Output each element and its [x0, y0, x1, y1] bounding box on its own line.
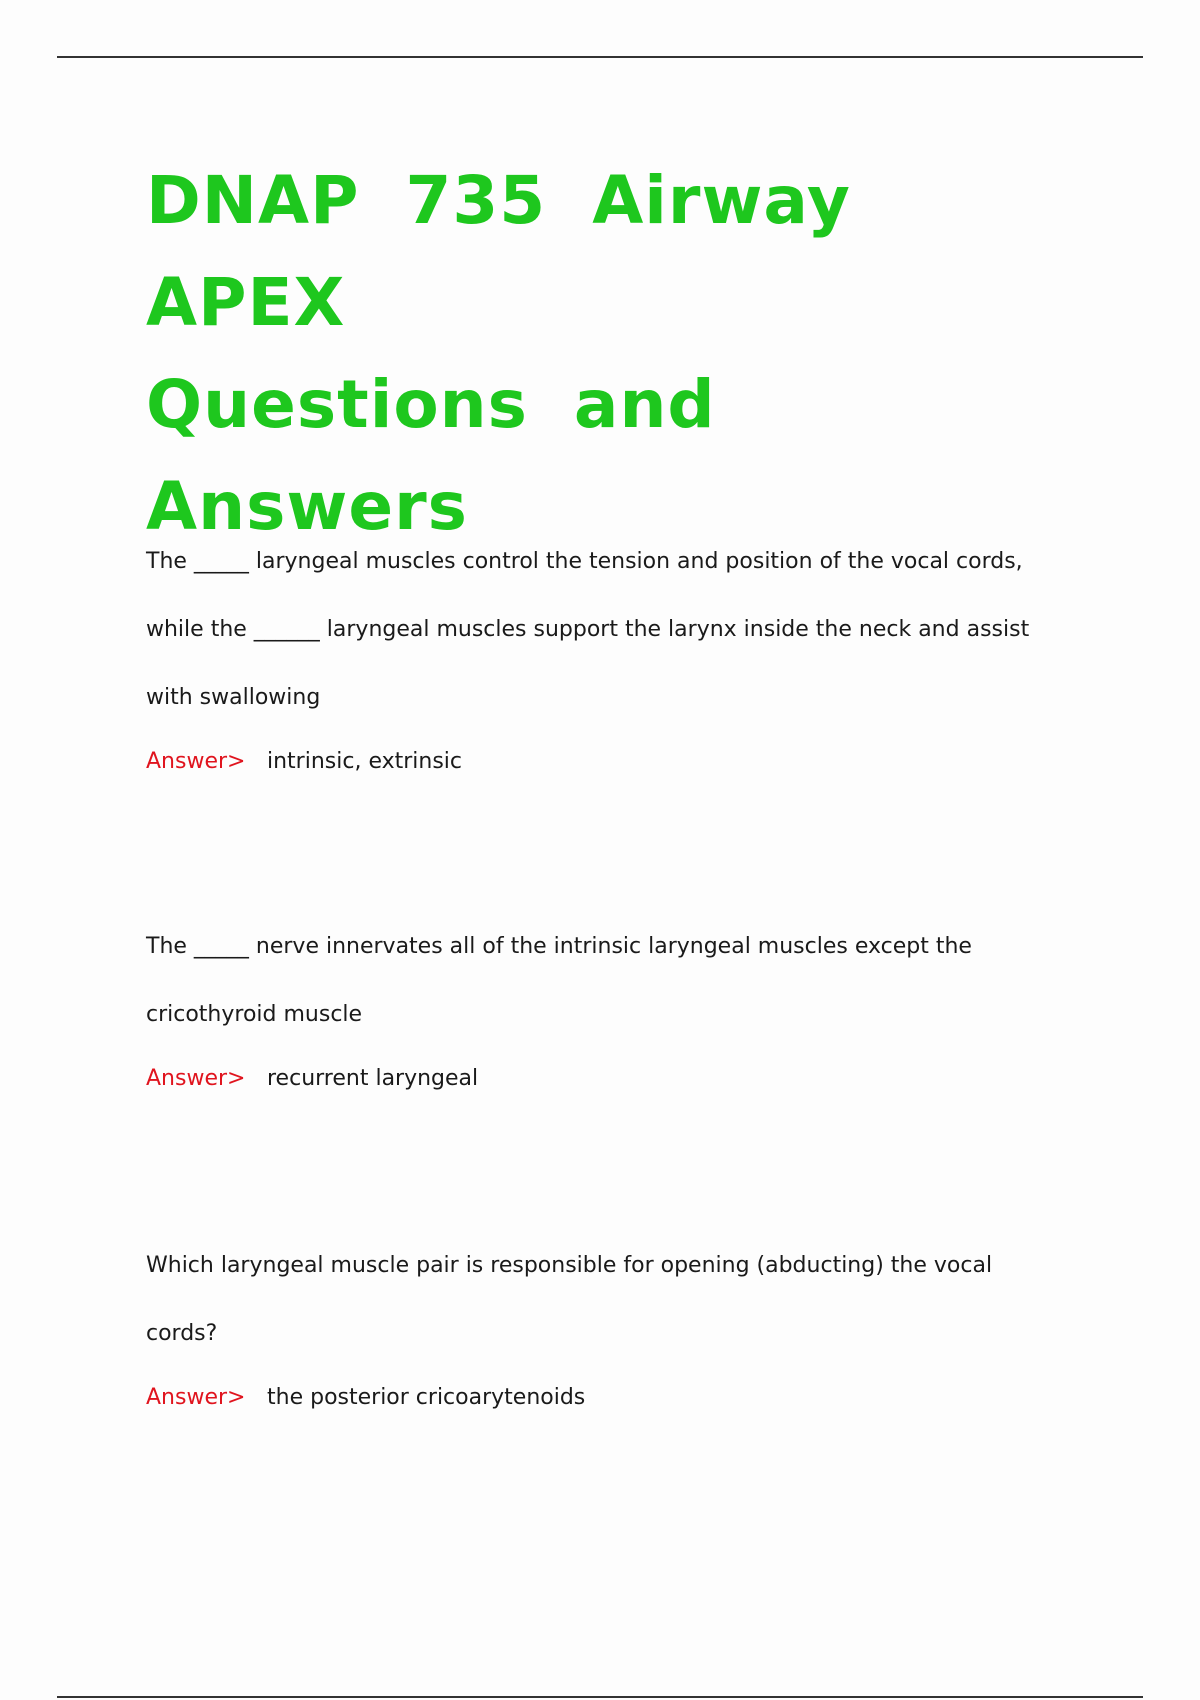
answer-row [146, 1376, 1066, 1420]
qa-item-3 [146, 1232, 1066, 1420]
qa-item-1 [146, 528, 1066, 784]
answer-text: intrinsic, extrinsic [267, 749, 463, 774]
top-rule [57, 56, 1143, 58]
bottom-rule [57, 1696, 1143, 1698]
answer-label: Answer> [146, 749, 246, 774]
question-text: Which laryngeal muscle pair is responsible for opening (abducting) the vocal cords? [146, 1253, 993, 1346]
question-text: The _____ nerve innervates all of the intrinsic laryngeal muscles except the cricothyroid muscle [146, 934, 972, 1027]
answer-label: Answer> [146, 1385, 246, 1410]
title-line-2: Questions and Answers [146, 366, 716, 545]
answer-label: Answer> [146, 1066, 246, 1091]
qa-item-2 [146, 913, 1066, 1101]
document-title [146, 150, 1066, 558]
title-line-1: DNAP 735 Airway APEX [146, 162, 851, 341]
answer-row [146, 740, 1066, 784]
answer-text: the posterior cricoarytenoids [267, 1385, 586, 1410]
answer-row [146, 1057, 1066, 1101]
question-text: The _____ laryngeal muscles control the tension and position of the vocal cords, while the ______ laryngeal muscles support the larynx inside the neck and assist with swallowing [146, 549, 1030, 710]
answer-text: recurrent laryngeal [267, 1066, 479, 1091]
